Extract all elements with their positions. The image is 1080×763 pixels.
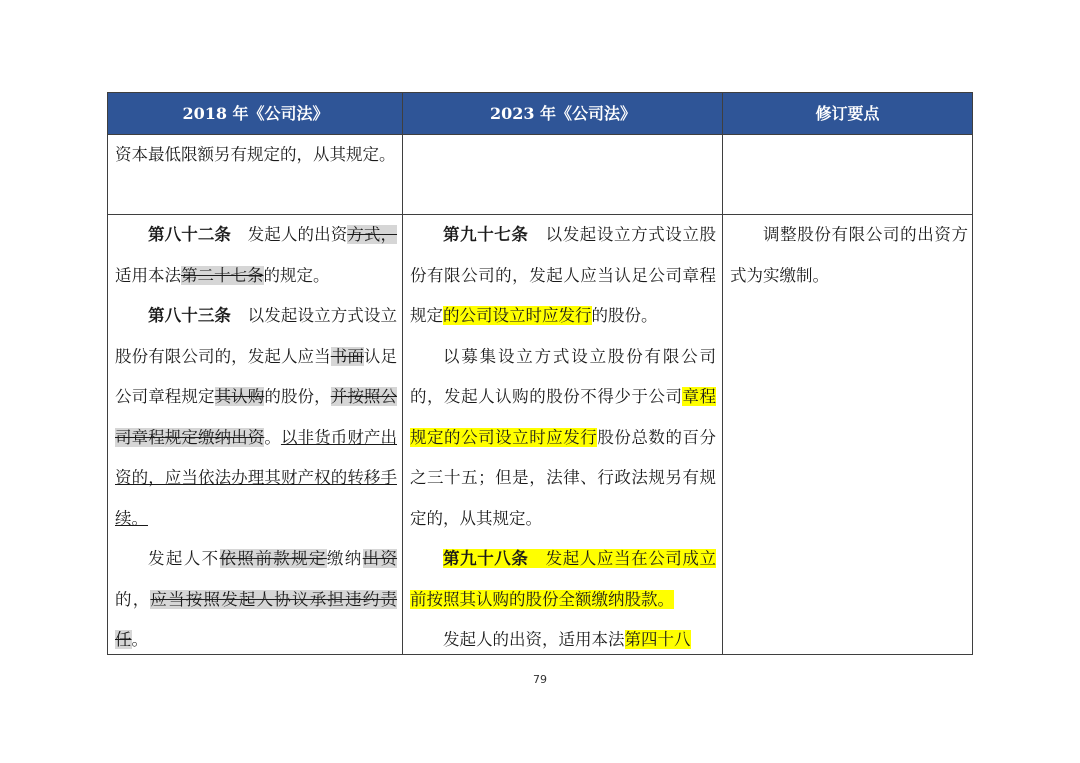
deleted-text: 依照前款规定 <box>219 549 327 568</box>
highlighted-text: 章程规定的公司设立时应发行 <box>410 387 717 447</box>
header-revision-points: 修订要点 <box>815 104 880 123</box>
article-98-paragraph-2 <box>410 620 716 661</box>
article-number: 第八十二条 <box>148 225 232 244</box>
text-span: 股份总数的百分之三十五；但是，法律、行政法规另有规定的，从其规定。 <box>410 427 717 528</box>
header-2018-law: 2018 年《公司法》 <box>182 104 329 123</box>
text-span: 认足公司章程规定 <box>115 346 397 406</box>
text-span: 以募集设立方式设立股份有限公司的，发起人认购的股份不得少于公司 <box>410 346 716 406</box>
text-span: 以发起设立方式设立股份有限公司的，发起人应当认足公司章程规定 <box>410 225 717 325</box>
text-span: 发起人的出资 <box>231 225 348 244</box>
row1-col1-text: 资本最低限额另有规定的，从其规定。 <box>115 145 396 164</box>
text-span: 。 <box>264 427 281 447</box>
article-number: 第八十三条 <box>148 306 232 325</box>
highlighted-text: 发起人应当在公司成立前按照其认购的股份全额缴纳股款。 <box>410 549 717 609</box>
article-number: 第九十七条 <box>443 225 529 244</box>
column-divider <box>722 93 723 654</box>
row1-col1-cell <box>115 135 397 176</box>
article-number: 第九十八条 <box>443 549 529 568</box>
text-span: 的， <box>115 589 151 609</box>
article-83-paragraph-2 <box>115 539 397 661</box>
text-span: 的股份， <box>264 387 331 406</box>
text-span: 适用本法 <box>115 265 181 285</box>
page-number: 79 <box>533 673 547 686</box>
highlighted-text: 第四十八 <box>624 630 691 649</box>
article-83-paragraph <box>115 296 397 539</box>
deleted-text: 书面 <box>330 346 364 366</box>
article-82-paragraph <box>115 215 397 296</box>
text-span: 。 <box>131 630 148 649</box>
table-header <box>108 93 972 134</box>
deleted-text: 其认购 <box>214 387 265 406</box>
text-span: 缴纳 <box>326 549 363 568</box>
article-97-paragraph <box>410 215 716 337</box>
row2-col2-cell <box>410 215 716 661</box>
text-span: 的股份。 <box>591 306 658 325</box>
article-97-paragraph-2 <box>410 337 716 540</box>
column-divider <box>402 93 403 654</box>
row2-col3-cell <box>730 215 968 296</box>
highlighted-text: 的公司设立时应发行 <box>443 306 592 325</box>
deleted-text: 出资 <box>362 549 398 568</box>
article-98-paragraph <box>410 539 716 620</box>
deleted-text: 方式， <box>347 225 398 244</box>
text-span: 以发起设立方式设立股份有限公司的，发起人应当 <box>115 306 398 366</box>
comparison-table <box>107 92 973 655</box>
revision-note: 调整股份有限公司的出资方式为实缴制。 <box>730 225 968 285</box>
deleted-text: 应当按照发起人协议承担违约责任 <box>115 589 398 649</box>
row2-col1-cell <box>115 215 397 661</box>
deleted-text: 并按照公司章程规定缴纳出资 <box>115 387 397 447</box>
inserted-text: 以非货币财产出资的，应当依法办理其财产权的转移手续。 <box>115 427 397 528</box>
header-2023-law: 2023 年《公司法》 <box>489 104 637 123</box>
text-span: 发起人的出资，适用本法 <box>443 630 625 649</box>
text-span: 发起人不 <box>148 549 220 568</box>
text-span: 的规定。 <box>263 265 330 285</box>
deleted-highlighted-text: 第二十七条 <box>181 265 264 285</box>
